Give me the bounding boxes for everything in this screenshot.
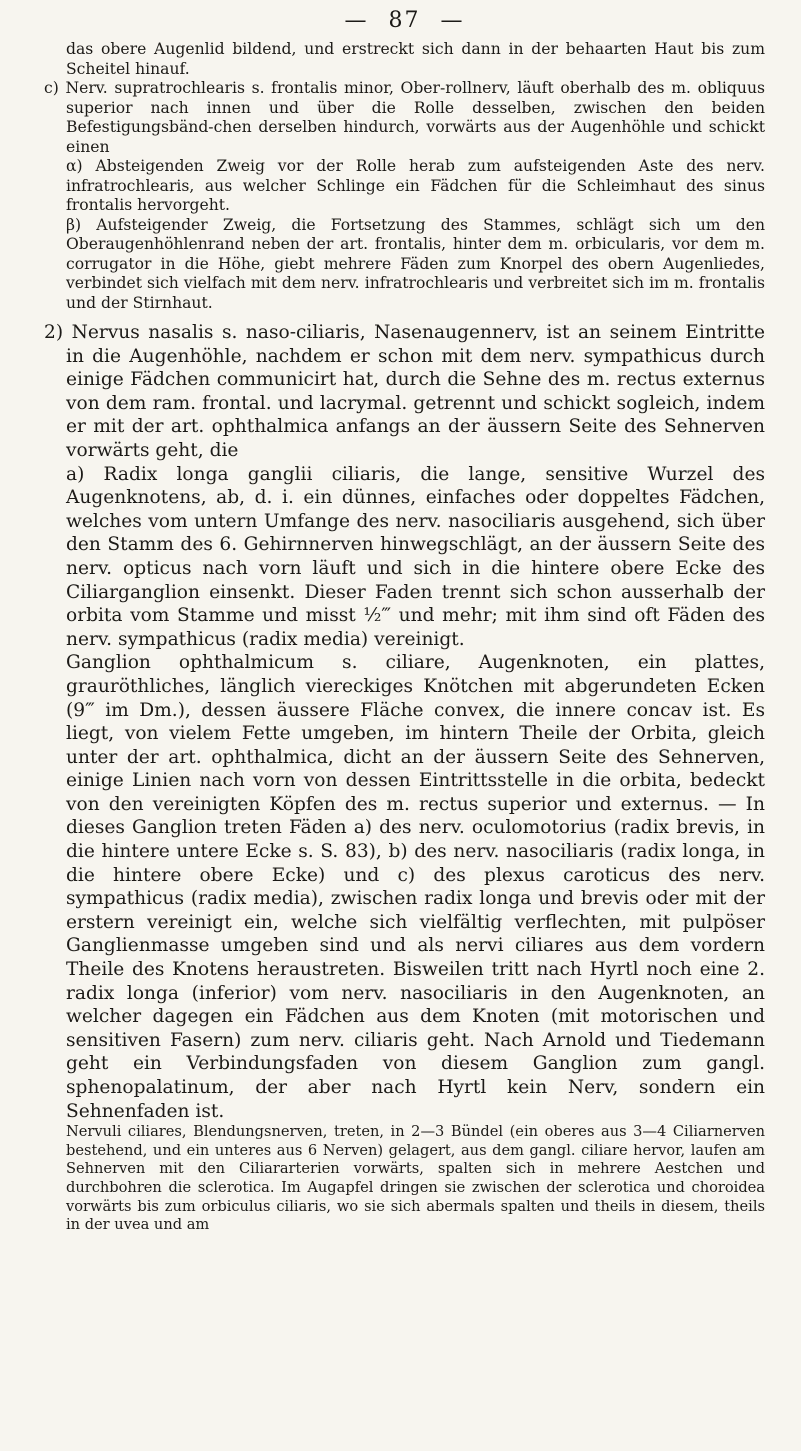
- footnote-nervuli-ciliares: Nervuli ciliares, Blendungsnerven, treten, in 2—3 Bündel (ein oberes aus 3—4 Ciliarnerven bestehend, und ein unteres aus 6 Nerven) gelagert, aus dem gangl. ciliare hervor, laufen am Sehnerven mit den Ciliararterien vorwärts, spalten sich in mehrere Aestchen und durchbohren die sclerotica. Im Augapfel dringen sie zwischen der sclerotica und choroidea vorwärts bis zum orbiculus ciliaris, wo sie sich abermals spalten und theils in diesem, theils in der uvea und am: [66, 1123, 765, 1234]
- header-dash-right: —: [440, 7, 465, 33]
- paragraph-supratrochlearis: c) Nerv. supratrochlearis s. frontalis minor, Ober-rollnerv, läuft oberhalb des m. obliquus superior nach innen und über die Rolle desselben, zwischen den beiden Befestigungsbänd-chen derselben hindurch, vorwärts aus der Augenhöhle und schickt einen: [44, 79, 765, 156]
- page-header: [44, 0, 765, 40]
- paragraph-descending-branch: α) Absteigenden Zweig vor der Rolle herab zum aufsteigenden Aste des nerv. infratrochlearis, aus welcher Schlinge ein Fädchen für die Schleimhaut des sinus frontalis hervorgeht.: [66, 157, 765, 214]
- header-dash-left: —: [344, 7, 369, 33]
- paragraph-ascending-branch: β) Aufsteigender Zweig, die Fortsetzung des Stammes, schlägt sich um den Oberaugenhöhlenrand neben der art. frontalis, hinter dem m. orbicularis, vor dem m. corrugator in die Höhe, giebt mehrere Fäden zum Knorpel des obern Augenliedes, verbindet sich vielfach mit dem nerv. infratrochlearis und verbreitet sich im m. frontalis und der Stirnhaut.: [66, 215, 765, 312]
- page-number: 87: [388, 7, 421, 33]
- paragraph-radix-longa: a) Radix longa ganglii ciliaris, die lange, sensitive Wurzel des Augenknotens, ab, d. i. ein dünnes, einfaches oder doppeltes Fädchen, welches vom untern Umfange des nerv. nasociliaris ausgehend, sich über den Stamm des 6. Gehirnnerven hinwegschlägt, an der äussern Seite des nerv. opticus nach vorn läuft und sich in die hintere obere Ecke des Ciliarganglion einsenkt. Dieser Faden trennt sich schon ausserhalb der orbita vom Stamme und misst ½‴ und mehr; mit ihm sind oft Fäden des nerv. sympathicus (radix media) vereinigt.: [66, 463, 765, 650]
- paragraph-eyelid: das obere Augenlid bildend, und erstreckt sich dann in der behaarten Haut bis zum Scheitel hinauf.: [66, 40, 765, 78]
- paragraph-ganglion-ophthalmicum: Ganglion ophthalmicum s. ciliare, Augenknoten, ein plattes, grauröthliches, länglich viereckiges Knötchen mit abgerundeten Ecken (9‴ im Dm.), dessen äussere Fläche convex, die innere concav ist. Es liegt, von vielem Fette umgeben, im hintern Theile der Orbita, gleich unter der art. ophthalmica, dicht an der äussern Seite des Sehnerven, einige Linien nach vorn von dessen Eintrittsstelle in die orbita, bedeckt von den vereinigten Köpfen des m. rectus superior und externus. — In dieses Ganglion treten Fäden a) des nerv. oculomotorius (radix brevis, in die hintere untere Ecke s. S. 83), b) des nerv. nasociliaris (radix longa, in die hintere obere Ecke) und c) des plexus caroticus des nerv. sympathicus (radix media), zwischen radix longa und brevis oder mit der erstern vereinigt ein, welche sich vielfältig verflechten, mit pulpöser Ganglienmasse umgeben sind und als nervi ciliares aus dem vordern Theile des Knotens heraustreten. Bisweilen tritt nach Hyrtl noch eine 2. radix longa (inferior) vom nerv. nasociliaris in den Augenknoten, an welcher dagegen ein Fädchen aus dem Knoten (mit motorischen und sensitiven Fasern) zum nerv. ciliaris geht. Nach Arnold und Tiedemann geht ein Verbindungsfaden von diesem Ganglion zum gangl. sphenopalatinum, der aber nach Hyrtl kein Nerv, sondern ein Sehnenfaden ist.: [66, 652, 765, 1122]
- section-nervus-nasalis: 2) Nervus nasalis s. naso-ciliaris, Nasenaugennerv, ist an seinem Eintritte in die Augenhöhle, nachdem er schon mit dem nerv. sympathicus durch einige Fädchen communicirt hat, durch die Sehne des m. rectus externus von dem ram. frontal. und lacrymal. getrennt und schickt sogleich, indem er mit der art. ophthalmica anfangs an der äussern Seite des Sehnerven vorwärts geht, die: [44, 322, 765, 461]
